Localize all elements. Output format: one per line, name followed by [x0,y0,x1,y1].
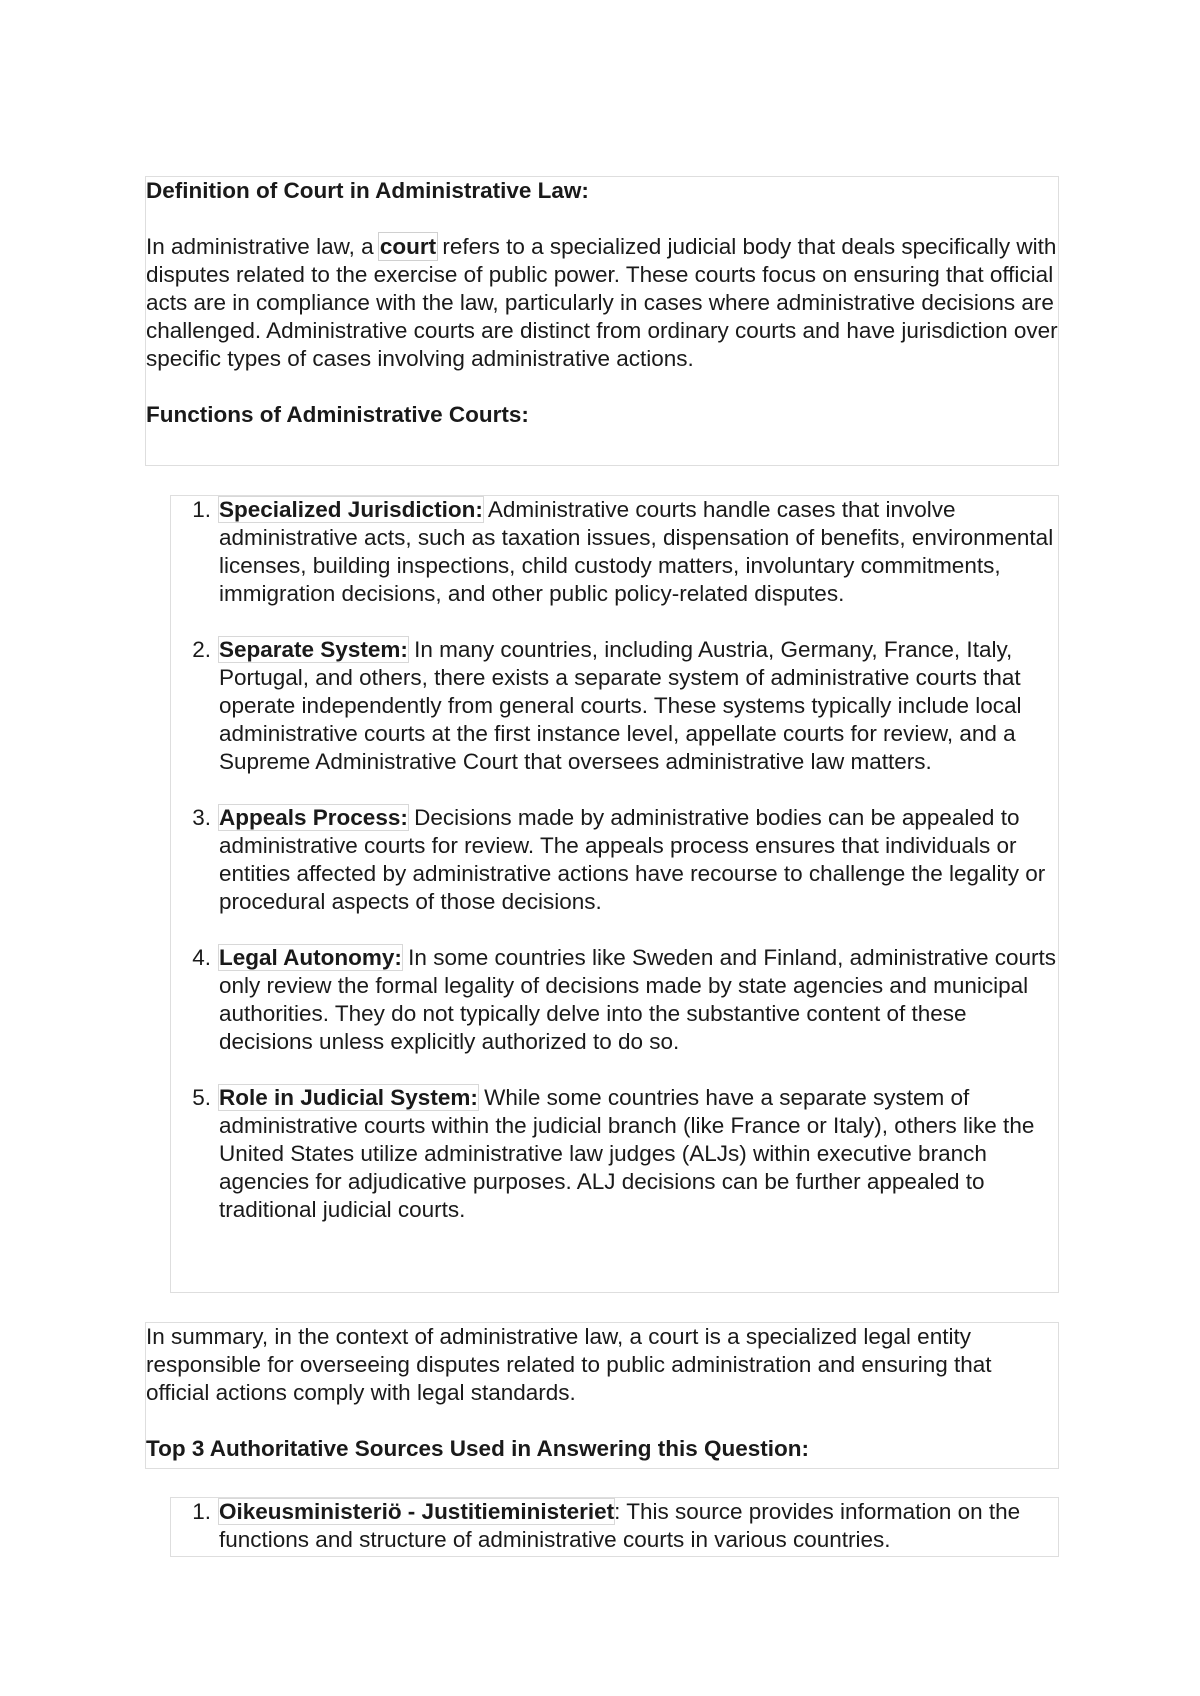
sources-heading: Top 3 Authoritative Sources Used in Answering this Question: [146,1436,809,1461]
list-item-text: In some countries like Sweden and Finland, administrative courts only review the formal legality of decisions made by state agencies and municipal authorities. They do not typically delve into the substantive content of these decisions unless explicitly authorized to do so. [219,945,1056,1054]
list-item [171,496,1058,608]
list-item-label: Legal Autonomy: [219,945,402,970]
list-item [171,636,1058,776]
list-item-text: In many countries, including Austria, Germany, France, Italy, Portugal, and others, there exists a separate system of administrative courts that operate independently from general courts. These systems typically include local administrative courts at the first instance level, appellate courts for review, and a Supreme Administrative Court that oversees administrative law matters. [219,637,1022,774]
list-item-text: : This source provides information on the functions and structure of administrative courts in various countries. [219,1499,1021,1552]
sources-list [170,1497,1059,1557]
list-item-label: Role in Judicial System: [219,1085,478,1110]
list-item-number: 2. [192,637,211,662]
summary-section [145,1322,1059,1469]
list-item [171,804,1058,916]
list-item-label: Appeals Process: [219,805,408,830]
list-item-number: 1. [192,497,211,522]
list-item [171,944,1058,1056]
list-item-body [219,944,1058,1056]
source-label: Oikeusministeriö - Justitieministeriet [219,1499,615,1524]
definition-intro-rest: refers to a specialized judicial body that deals specifically with disputes related to the exercise of public power. These courts focus on ensuring that official acts are in compliance with the law, particularly in cases where administrative decisions are challenged. Administrative courts are distinct from ordinary courts and have jurisdiction over specific types of cases involving administrative actions. [146,234,1058,371]
functions-list [170,495,1059,1293]
list-item-text: Administrative courts handle cases that involve administrative acts, such as taxation issues, dispensation of benefits, environmental licenses, building inspections, child custody matters, involuntary commitments, immigration decisions, and other public policy-related disputes. [219,497,1054,606]
list-item-text: While some countries have a separate system of administrative courts within the judicial branch (like France or Italy), others like the United States utilize administrative law judges (ALJs) within executive branch agencies for adjudicative purposes. ALJ decisions can be further appealed to traditional judicial courts. [219,1085,1035,1222]
list-item-body [219,804,1058,916]
definition-section [145,176,1059,466]
list-item-number: 3. [192,805,211,830]
list-item [171,1084,1058,1224]
list-item-label: Separate System: [219,637,408,662]
list-item [171,1498,1058,1554]
court-keyword: court [379,234,437,259]
summary-paragraph: In summary, in the context of administrative law, a court is a specialized legal entity responsible for overseeing disputes related to public administration and ensuring that official actions comply with legal standards. [146,1324,992,1405]
list-item-body [219,1084,1058,1224]
list-item-body [219,1498,1058,1554]
definition-heading: Definition of Court in Administrative Law: [146,178,589,203]
definition-intro-prefix: In administrative law, a [146,234,380,259]
list-item-text: Decisions made by administrative bodies can be appealed to administrative courts for review. The appeals process ensures that individuals or entities affected by administrative actions have recourse to challenge the legality or procedural aspects of those decisions. [219,805,1046,914]
list-item-body [219,496,1058,608]
list-item-number: 1. [192,1499,211,1524]
list-item-number: 5. [192,1085,211,1110]
list-item-body [219,636,1058,776]
functions-heading: Functions of Administrative Courts: [146,402,529,427]
list-item-label: Specialized Jurisdiction: [219,497,483,522]
list-item-number: 4. [192,945,211,970]
definition-paragraph [146,233,1058,373]
